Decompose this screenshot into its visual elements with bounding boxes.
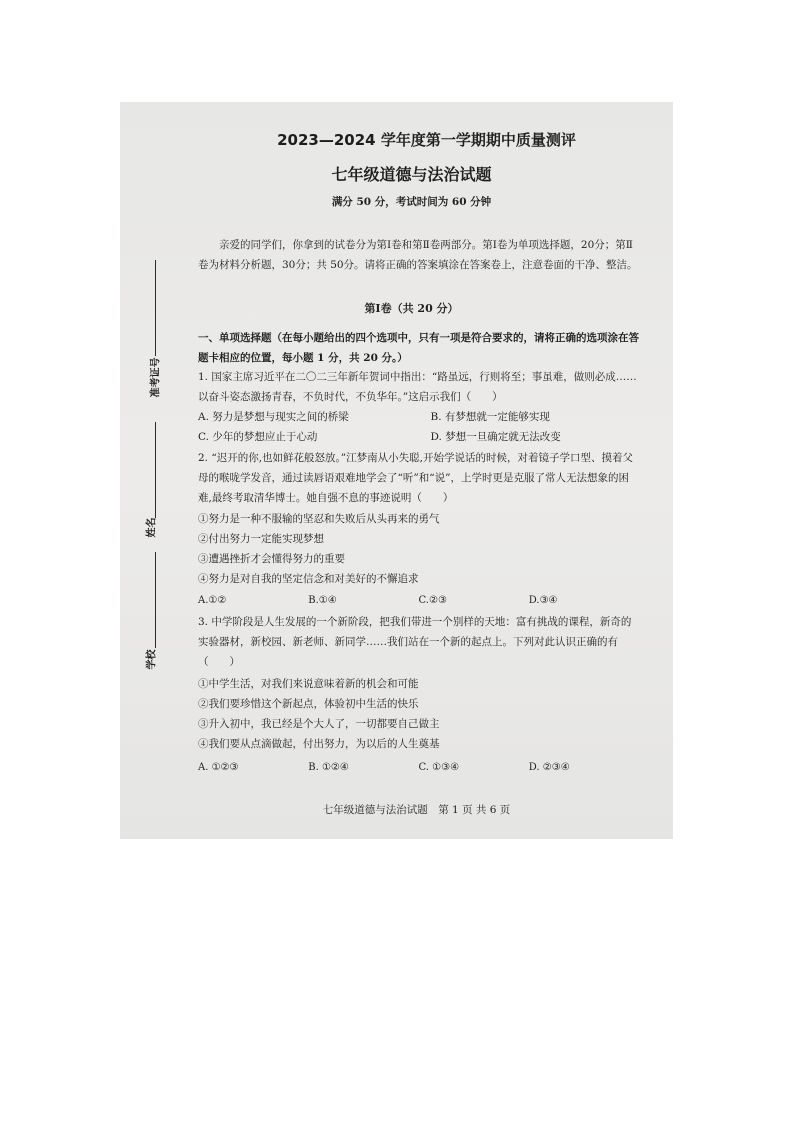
question-3-item: ②我们要珍惜这个新起点，体验初中生活的快乐	[198, 698, 419, 710]
section-instruction: 一、单项选择题（在每小题给出的四个选项中，只有一项是符合要求的，请将正确的选项涂在答题卡相应的位置，每小题 1 分，共 20 分。）	[198, 332, 639, 364]
intro-paragraph: 亲爱的同学们，你拿到的试卷分为第Ⅰ卷和第Ⅱ卷两部分。第Ⅰ卷为单项选择题，20分；第Ⅱ卷为材料分析题，30分；共 50分。请将正确的答案填涂在答案卷上，注意卷面的干净、整洁。	[198, 239, 638, 271]
question-2-item: ②付出努力一定能实现梦想	[198, 533, 324, 545]
photographed-exam-page	[120, 102, 673, 839]
question-2-item: ④努力是对自我的坚定信念和对美好的不懈追求	[198, 573, 419, 585]
option: D. ②③④	[528, 762, 570, 773]
option: A.①②	[198, 595, 227, 606]
question-2-item: ③遭遇挫折才会懂得努力的重要	[198, 553, 345, 565]
exam-id-label: 准考证号	[150, 357, 162, 398]
page-footer: 七年级道德与法治试题 第 1 页 共 6 页	[322, 804, 511, 816]
question-3-stem: 3. 中学阶段是人生发展的一个新阶段，把我们带进一个别样的天地：富有挑战的课程，新奇的实验器材，新校园、新老师、新同学……我们站在一个新的起点上。下列对此认识正确的有（ ）	[198, 616, 632, 668]
exam-title: 2023—2024 学年度第一学期期中质量测评	[277, 131, 576, 149]
question-3-item: ①中学生活，对我们来说意味着新的机会和可能	[198, 678, 419, 690]
school-label: 学校	[146, 649, 158, 670]
option: D.③④	[528, 595, 558, 606]
question-1-options	[198, 407, 639, 447]
exam-sheet	[120, 102, 673, 839]
question-2-options	[198, 595, 639, 606]
school-line	[155, 552, 156, 648]
name-label: 姓名	[146, 517, 158, 538]
option: A. 努力是梦想与现实之间的桥梁	[198, 411, 349, 423]
option: C.②③	[418, 595, 447, 606]
section-title: 第Ⅰ卷（共 20 分）	[364, 302, 459, 315]
option: C. 少年的梦想应止于心动	[198, 431, 318, 443]
exam-info: 满分 50 分，考试时间为 60 分钟	[331, 196, 492, 208]
question-1-stem: 1. 国家主席习近平在二〇二三年新年贺词中指出：“路虽远，行则将至；事虽难，做则必成……以奋斗姿态激扬青春，不负时代，不负华年。”这启示我们（ ）	[198, 371, 637, 403]
option: A. ①②③	[198, 762, 239, 773]
option: B.①④	[308, 595, 337, 606]
question-3-options	[198, 762, 639, 773]
question-2-stem: 2. “迟开的你,也如鲜花般怒放。”江梦南从小失聪,开始学说话的时候，对着镜子学口型、摸着父母的喉咙学发音，通过读唇语艰难地学会了“听”和“说”，上学时更是克服了常人无法想象的困难,最终考取清华博士。她自强不息的事迹说明（ ）	[198, 452, 634, 504]
name-line	[155, 422, 156, 518]
option: B. 有梦想就一定能够实现	[430, 411, 550, 423]
option: D. 梦想一旦确定就无法改变	[430, 431, 561, 443]
question-3-item: ③升入初中，我已经是个大人了，一切都要自己做主	[198, 718, 440, 730]
question-2-item: ①努力是一种不服输的坚忍和失败后从头再来的勇气	[198, 513, 440, 525]
question-3-item: ④我们要从点滴做起，付出努力，为以后的人生奠基	[198, 738, 440, 750]
option: B. ①②④	[308, 762, 349, 773]
exam-subject: 七年级道德与法治试题	[331, 165, 492, 184]
option: C. ①③④	[418, 762, 460, 773]
